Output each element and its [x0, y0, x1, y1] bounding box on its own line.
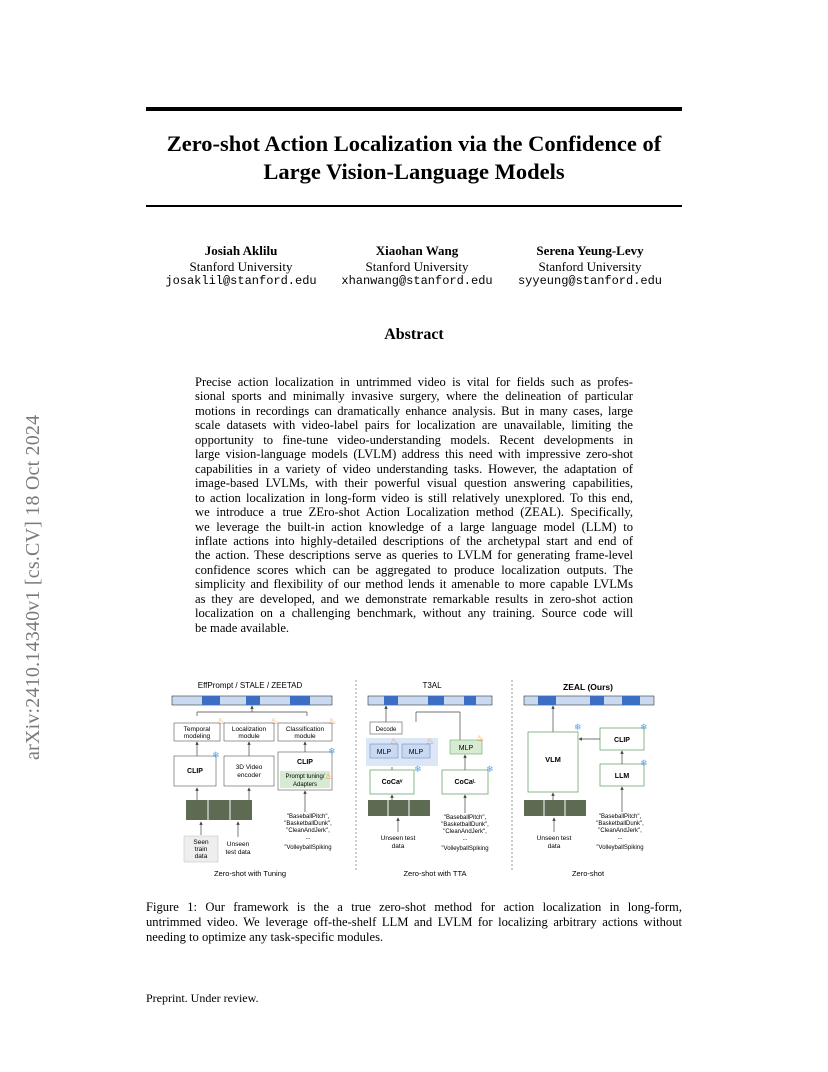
title-bottom-rule — [146, 205, 682, 207]
frost-icon: ❄ — [640, 722, 648, 732]
title-line-2: Large Vision-Language Models — [263, 159, 565, 184]
action-label: "VolleyballSpiking — [596, 845, 644, 851]
coca-vision-label: CoCaᵛ — [381, 779, 403, 786]
figure-caption — [146, 900, 682, 945]
clip-label: CLIP — [187, 768, 203, 775]
frost-icon: ❄ — [414, 764, 422, 774]
panel-title: T3AL — [422, 681, 442, 690]
panel-caption: Zero-shot with TTA — [403, 869, 467, 878]
title-top-rule — [146, 107, 682, 111]
abstract-line: capabilities in a variety of video understanding tasks. However, the adaptation of — [195, 461, 633, 476]
clip-label: CLIP — [614, 737, 630, 744]
abstract-body — [195, 375, 633, 635]
author-affiliation: Stanford University — [538, 258, 642, 274]
author-email[interactable]: syyeung@stanford.edu — [517, 274, 663, 288]
timeline-segment — [290, 696, 310, 705]
prompt-label: Prompt tuning/ — [285, 774, 325, 780]
video-frames-thumbnail — [368, 800, 430, 816]
seen-label: data — [194, 853, 208, 860]
timeline-segment — [428, 696, 444, 705]
frost-icon: ❄ — [574, 722, 582, 732]
abstract-line: as they are developed, and we demonstrate remarkable results in zero-shot action — [195, 591, 633, 606]
panel-title: EffPrompt / STALE / ZEETAD — [197, 681, 303, 690]
panel-tta — [366, 681, 494, 878]
caption-line: untrimmed video. We leverage off-the-shelf LLM and LVLM for localizing arbitrary actions without — [146, 915, 682, 929]
vlm-label: VLM — [545, 755, 561, 764]
timeline-segment — [622, 696, 640, 705]
video-encoder-label: 3D Video — [235, 764, 263, 771]
action-label: ... — [617, 835, 623, 841]
coca-language-label: CoCaᴸ — [454, 779, 476, 786]
frost-icon: ❄ — [640, 758, 648, 768]
fire-icon: ♨ — [270, 716, 279, 726]
abstract-line: localization on a challenging benchmark, without any training. Source code will — [195, 606, 633, 621]
decode-label: Decode — [375, 727, 397, 733]
mlp-label: MLP — [376, 749, 392, 756]
abstract-line: we introduce a true ZEro-shot Action Localization method (ZEAL). Specifically, — [195, 505, 633, 520]
title-line-1: Zero-shot Action Localization via the Confidence of — [166, 131, 662, 156]
abstract-line: sional sports and minimally invasive surgery, where the delineation of particular — [195, 389, 633, 404]
action-label: "BaseballPitch", — [598, 814, 642, 820]
unseen-label: data — [547, 843, 561, 850]
timeline-segment — [384, 696, 398, 705]
author-name: Serena Yeung-Levy — [536, 243, 644, 258]
seen-label: Seen — [193, 839, 209, 846]
unseen-label: Unseen test — [380, 835, 416, 842]
action-label: "CleanAndJerk", — [286, 828, 330, 834]
action-label: ... — [462, 836, 468, 842]
arxiv-stamp: arXiv:2410.14340v1 [cs.CV] 18 Oct 2024 — [22, 414, 44, 760]
author-affiliation: Stanford University — [189, 258, 293, 274]
abstract-line: scale datasets with video-label pairs for localization are unavailable, limiting the — [195, 418, 633, 433]
action-label: "BasketballDunk", — [596, 821, 644, 827]
timeline-segment — [538, 696, 556, 705]
abstract-line: be made available. — [195, 620, 290, 635]
frost-icon: ❄ — [328, 746, 336, 756]
unseen-label: test data — [225, 849, 251, 856]
abstract-line: motions in recordings can dramatically enhance analysis. But in many cases, large — [195, 403, 633, 418]
abstract-line: to action localization in long-form video is still relatively unexplored. To this end, — [195, 490, 633, 505]
footer-note: Preprint. Under review. — [146, 991, 259, 1005]
panel-zeal — [524, 682, 654, 878]
classification-label: Classification — [285, 726, 325, 733]
timeline-segment — [464, 696, 476, 705]
action-label: "CleanAndJerk", — [598, 828, 642, 834]
abstract-heading: Abstract — [384, 326, 444, 343]
prompt-label: Adapters — [292, 782, 318, 788]
action-label: "CleanAndJerk", — [443, 829, 487, 835]
video-frames-thumbnail — [524, 800, 586, 816]
fire-icon: ♨ — [217, 716, 226, 726]
action-label: "VolleyballSpiking — [284, 845, 332, 851]
panel-caption: Zero-shot with Tuning — [213, 869, 287, 878]
panel-title: ZEAL (Ours) — [563, 682, 613, 692]
llm-label: LLM — [614, 773, 630, 780]
mlp-label: MLP — [408, 749, 424, 756]
localization-label: Localization — [231, 726, 267, 733]
action-label: "BasketballDunk", — [284, 821, 332, 827]
author-name: Xiaohan Wang — [375, 243, 459, 258]
action-label: ... — [305, 835, 311, 841]
author-name: Josiah Aklilu — [204, 243, 278, 258]
fire-icon: ♨ — [325, 771, 334, 781]
timeline-segment — [590, 696, 604, 705]
seen-label: train — [194, 846, 208, 853]
caption-line: needing to optimize any task-specific modules. — [146, 930, 384, 944]
timeline-segment — [202, 696, 220, 705]
fire-icon: ♨ — [426, 736, 435, 746]
panel-caption: Zero-shot — [571, 869, 605, 878]
figure-1 — [160, 672, 670, 886]
abstract-line: image-based LVLMs, with their powerful visual question answering capabilities, — [195, 476, 633, 491]
abstract-line: inflate actions into highly-detailed descriptions of the archetypal start and end of — [195, 533, 633, 548]
mlp-label: MLP — [458, 745, 474, 752]
unseen-label: Unseen — [226, 841, 250, 848]
abstract-line: simplicity and flexibility of our method lends it amenable to more capable LVLMs — [195, 577, 633, 592]
temporal-label: modeling — [183, 733, 211, 740]
abstract-line: opportunity to fine-tune video-understanding models. Recent developments in — [195, 432, 633, 447]
caption-line: Figure 1: Our framework is the a true zero-shot method for action localization in long-form, — [146, 900, 682, 914]
fire-icon: ♨ — [390, 736, 399, 746]
classification-label: module — [294, 733, 316, 740]
abstract-line: large vision-language models (LVLM) address this need with impressive zero-shot — [195, 447, 633, 462]
abstract-line: Precise action localization in untrimmed video is vital for fields such as profes- — [195, 375, 633, 389]
clip-label: CLIP — [297, 759, 313, 766]
video-encoder-label: encoder — [237, 772, 261, 779]
abstract-line: the action. These descriptions serve as queries to LVLM for generating frame-level — [195, 548, 633, 563]
video-encoder-box — [224, 756, 274, 786]
panel-tuning — [172, 681, 336, 878]
action-label: "BaseballPitch", — [286, 814, 330, 820]
fire-icon: ♨ — [476, 733, 485, 743]
author-email[interactable]: josaklil@stanford.edu — [165, 274, 317, 288]
action-label: "VolleyballSpiking — [441, 846, 489, 852]
unseen-label: Unseen test — [536, 835, 572, 842]
action-label: "BasketballDunk", — [441, 822, 489, 828]
author-block — [141, 243, 341, 290]
video-frames-thumbnail — [186, 800, 252, 820]
abstract-line: confidence scores which can be aggregated to produce localization outputs. The — [195, 562, 633, 577]
paper-title — [146, 130, 682, 186]
temporal-label: Temporal — [183, 726, 211, 733]
frost-icon: ❄ — [486, 764, 494, 774]
author-affiliation: Stanford University — [365, 258, 469, 274]
abstract-line: we leverage the built-in action knowledge of a large language model (LLM) to — [195, 519, 633, 534]
fire-icon: ♨ — [328, 716, 337, 726]
action-label: "BaseballPitch", — [443, 815, 487, 821]
unseen-label: data — [391, 843, 405, 850]
author-block — [317, 243, 517, 290]
frost-icon: ❄ — [212, 750, 220, 760]
localization-label: module — [238, 733, 260, 740]
timeline-segment — [246, 696, 260, 705]
author-block — [490, 243, 690, 290]
author-email[interactable]: xhanwang@stanford.edu — [341, 274, 493, 288]
